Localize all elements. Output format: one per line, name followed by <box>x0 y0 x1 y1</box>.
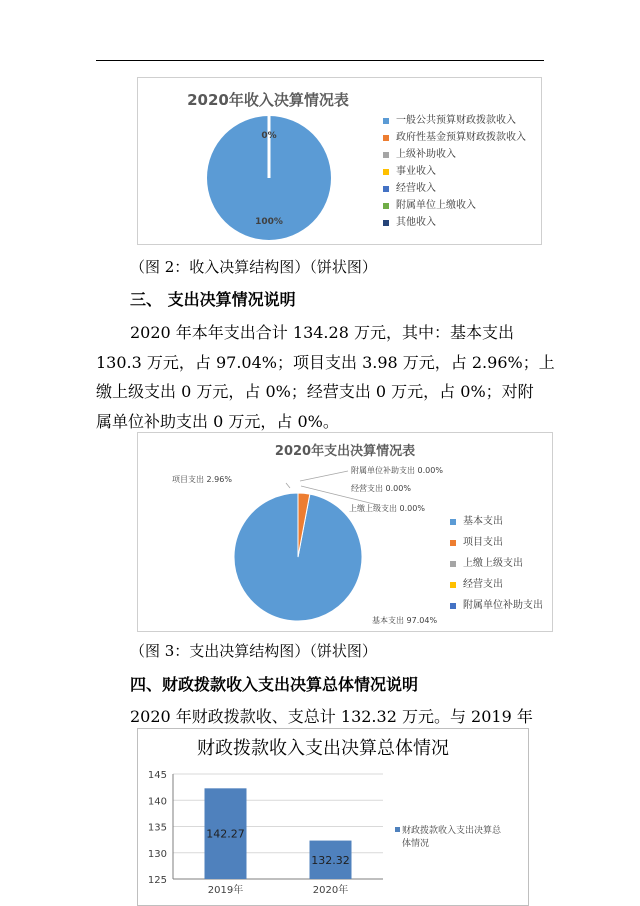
expense-label-operating: 经营支出 0.00% <box>351 484 411 493</box>
legend-label: 上级补助收入 <box>396 149 456 160</box>
legend-label: 经营支出 <box>463 579 503 590</box>
bar-value-label: 142.27 <box>206 827 245 841</box>
legend-item <box>450 511 543 532</box>
figure-3-caption: （图 3：支出决算结构图）（饼状图） <box>130 642 377 660</box>
legend-item <box>383 146 526 163</box>
legend-item <box>450 574 543 595</box>
expense-label-basic: 基本支出 97.04% <box>372 616 438 625</box>
legend-swatch <box>383 135 389 141</box>
legend-item <box>450 553 543 574</box>
y-tick-label: 140 <box>147 796 167 808</box>
fiscal-bar-chart <box>137 728 529 906</box>
expense-label-project: 项目支出 2.96% <box>172 475 232 484</box>
legend-label: 项目支出 <box>463 537 503 548</box>
expense-chart-title: 2020年支出决算情况表 <box>274 444 416 459</box>
section-3-line-1: 2020 年本年支出合计 134.28 万元，其中：基本支出 <box>130 323 514 342</box>
legend-swatch <box>450 582 456 588</box>
y-tick-label: 130 <box>147 848 167 860</box>
bar-chart-bars <box>205 788 352 896</box>
legend-label: 附属单位上缴收入 <box>396 200 476 211</box>
legend-item <box>383 112 526 129</box>
legend-label: 事业收入 <box>396 166 436 177</box>
bar-chart-title: 财政拨款收入支出决算总体情况 <box>197 738 449 759</box>
expense-label-affiliate: 附属单位补助支出 0.00% <box>351 466 443 475</box>
legend-swatch <box>383 152 389 158</box>
section-3-line-3: 缴上级支出 0 万元，占 0%；经营支出 0 万元，占 0%；对附 <box>96 382 534 401</box>
legend-item <box>383 214 526 231</box>
legend-item <box>450 595 543 616</box>
legend-swatch <box>450 561 456 567</box>
expense-label-upper: 上缴上级支出 0.00% <box>349 504 425 513</box>
section-3-line-4: 属单位补助支出 0 万元，占 0%。 <box>96 412 339 431</box>
section-4-line-1: 2020 年财政拨款收、支总计 132.32 万元。与 2019 年 <box>130 707 533 726</box>
legend-label: 附属单位补助支出 <box>463 600 543 611</box>
figure-2-caption: （图 2：收入决算结构图）（饼状图） <box>130 258 377 276</box>
fiscal-bar-svg <box>138 729 528 905</box>
income-pie-label-large: 100% <box>255 217 283 227</box>
x-tick-label: 2020年 <box>312 885 349 896</box>
legend-item <box>383 180 526 197</box>
legend-swatch <box>383 169 389 175</box>
legend-label: 其他收入 <box>396 217 436 228</box>
leader-line-affiliate <box>300 471 348 481</box>
legend-swatch <box>383 220 389 226</box>
bar-legend-line-2: 体情况 <box>402 839 430 849</box>
bar-value-label: 132.32 <box>311 853 350 867</box>
income-chart-title: 2020年收入决算情况表 <box>187 91 349 109</box>
income-pie-chart <box>137 77 542 245</box>
income-legend <box>383 112 526 231</box>
section-4-heading: 四、财政拨款收入支出决算总体情况说明 <box>130 675 419 694</box>
y-tick-label: 125 <box>147 875 167 886</box>
legend-item <box>383 163 526 180</box>
expense-legend <box>450 511 543 616</box>
legend-swatch <box>383 203 389 209</box>
legend-swatch <box>383 186 389 192</box>
legend-item <box>450 532 543 553</box>
legend-item <box>383 197 526 214</box>
y-tick-label: 135 <box>147 822 167 834</box>
legend-swatch <box>450 603 456 609</box>
legend-swatch <box>383 118 389 124</box>
legend-label: 上缴上级支出 <box>463 558 523 569</box>
legend-item <box>383 129 526 146</box>
section-3-line-2: 130.3 万元，占 97.04%；项目支出 3.98 万元，占 2.96%；上 <box>96 353 555 372</box>
legend-label: 一般公共预算财政拨款收入 <box>396 115 516 126</box>
expense-pie-chart <box>137 432 553 632</box>
income-pie-label-small: 0% <box>261 131 277 141</box>
legend-label: 政府性基金预算财政拨款收入 <box>396 132 526 143</box>
leader-line-project <box>286 483 290 488</box>
header-rule <box>96 60 544 61</box>
legend-swatch <box>450 540 456 546</box>
bar-legend-swatch <box>395 827 400 832</box>
legend-swatch <box>450 519 456 525</box>
y-tick-label: 145 <box>147 770 167 781</box>
legend-label: 经营收入 <box>396 183 436 194</box>
section-3-heading: 三、 支出决算情况说明 <box>130 290 296 309</box>
bar-legend-line-1: 财政拨款收入支出决算总 <box>402 826 502 836</box>
legend-label: 基本支出 <box>463 516 503 527</box>
x-tick-label: 2019年 <box>207 885 244 896</box>
